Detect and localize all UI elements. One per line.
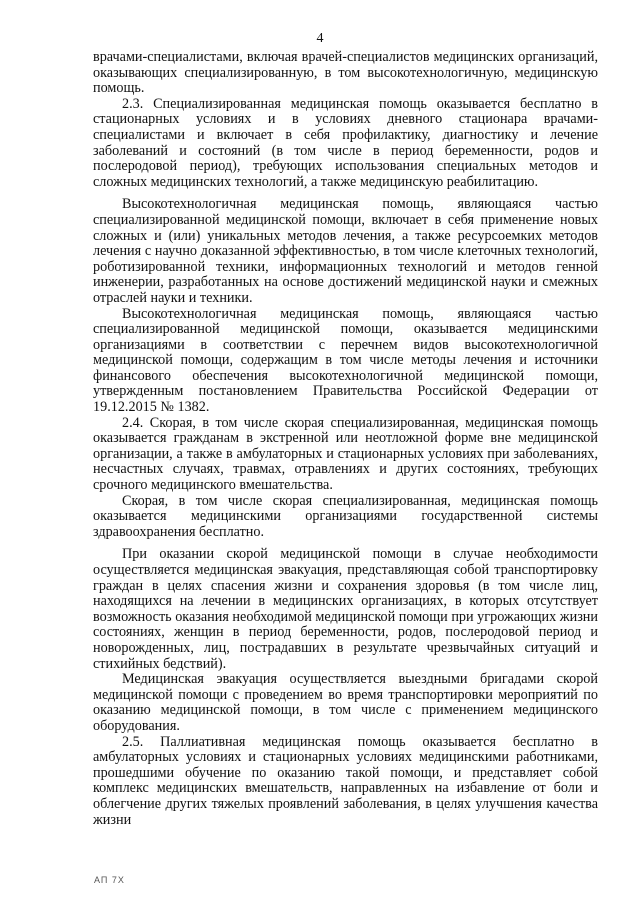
paragraph-evacuation-teams: Медицинская эвакуация осуществляется выездными бригадами скорой медицинской помощи с проведением во время транспортировки мероприятий по оказанию медицинской помощи, в том числе с применением медицинского оборудования. bbox=[93, 671, 598, 734]
paragraph-evacuation: При оказании скорой медицинской помощи в случае необходимости осуществляется медицинская эвакуация, представляющая собой транспортировку граждан в целях спасения жизни и сохранения здоровья (в том числе лиц, находящихся на лечении в медицинских организациях, в которых отсутствует возможность оказания необходимой медицинской помощи при угрожающих жизни состояниях, женщин в период беременности, родов, послеродовой период и новорожденных, лиц, пострадавших в результате чрезвычайных ситуаций и стихийных бедствий). bbox=[93, 546, 598, 672]
paragraph-2-4: 2.4. Скорая, в том числе скорая специализированная, медицинская помощь оказывается гражданам в экстренной или неотложной форме вне медицинской организации, а также в амбулаторных и стационарных условиях при заболеваниях, несчастных случаях, травмах, отравлениях и других состояниях, требующих срочного медицинского вмешательства. bbox=[93, 414, 598, 494]
page-number: 4 bbox=[316, 31, 324, 46]
paragraph-emergency-free: Скорая, в том числе скорая специализированная, медицинская помощь оказывается медицинскими организациями государственной системы здравоохранения бесплатно. bbox=[93, 492, 598, 540]
footer-code: АП 7Х bbox=[94, 875, 125, 885]
paragraph-continuation: врачами-специалистами, включая врачей-специалистов медицинских организаций, оказывающих специализированную, в том высокотехнологичную, медицинскую помощь. bbox=[93, 49, 598, 97]
paragraph-2-3: 2.3. Специализированная медицинская помощь оказывается бесплатно в стационарных условиях и в условиях дневного стационара врачами-специалистами и включает в себя профилактику, диагностику и лечение заболеваний и состояний (в том числе в период беременности, родов и послеродовой период), требующих использования специальных методов и сложных медицинских технологий, а также медицинскую реабилитацию. bbox=[93, 95, 598, 190]
paragraph-high-tech-provision: Высокотехнологичная медицинская помощь, являющаяся частью специализированной медицинской помощи, оказывается медицинскими организациями в соответствии с перечнем видов высокотехнологичной медицинской помощи, содержащим в том числе методы лечения и источники финансового обеспечения высокотехнологичной медицинской помощи, утвержденным постановлением Правительства Российской Федерации от 19.12.2015 № 1382. bbox=[93, 305, 598, 416]
paragraph-2-5: 2.5. Паллиативная медицинская помощь оказывается бесплатно в амбулаторных условиях и стационарных условиях медицинскими работниками, прошедшими обучение по оказанию такой помощи, и представляет собой комплекс медицинских вмешательств, направленных на избавление от боли и облегчение других тяжелых проявлений заболевания, в целях улучшения качества жизни bbox=[93, 733, 598, 828]
body-text bbox=[93, 50, 598, 828]
paragraph-high-tech-definition: Высокотехнологичная медицинская помощь, являющаяся частью специализированной медицинской помощи, включает в себя применение новых сложных и (или) уникальных методов лечения, а также ресурсоемких методов лечения с научно доказанной эффективностью, в том числе клеточных технологий, роботизированной техники, информационных технологий и методов генной инженерии, разработанных на основе достижений медицинской науки и смежных отраслей науки и техники. bbox=[93, 196, 598, 306]
